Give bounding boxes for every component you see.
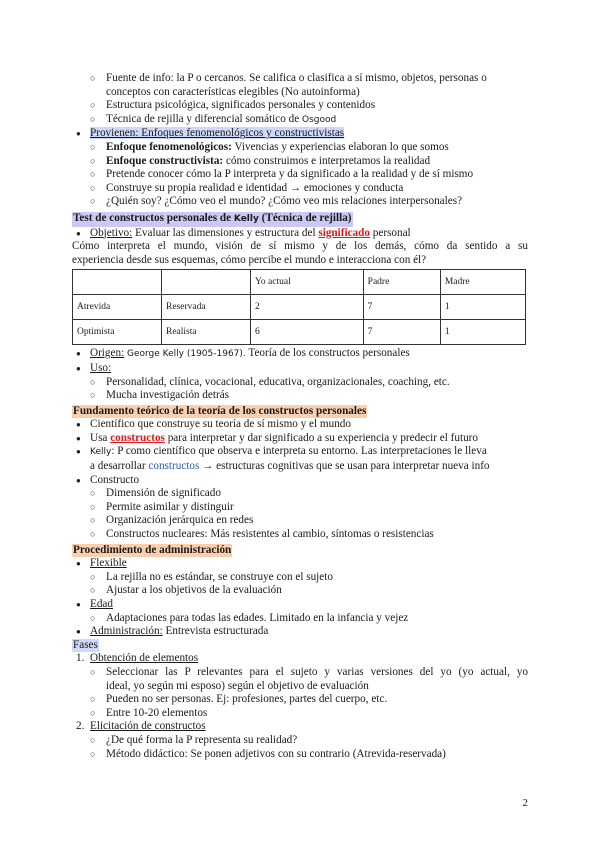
list-item-continuation: ideal, yo según mi esposo) según el objetivo de evaluación: [106, 679, 369, 692]
numbered-item: 1. Obtención de elementos: [76, 652, 199, 665]
table-cell: 2: [251, 295, 364, 320]
list-item: ● Flexible: [72, 557, 528, 571]
table-row: [73, 320, 526, 345]
list-item: ○ Fuente de info: la P o cercanos. Se califica o clasifica a sí mismo, objetos, personas o: [72, 72, 528, 86]
table-cell: Madre: [440, 270, 525, 295]
table-cell: Atrevida: [73, 295, 162, 320]
table-cell: Yo actual: [251, 270, 364, 295]
list-item: ● Objetivo: Evaluar las dimensiones y estructura del significado personal: [72, 227, 528, 241]
list-item: ○ Constructos nucleares: Más resistentes al cambio, síntomas o resistencias: [72, 528, 528, 542]
list-item: ○ Seleccionar las P relevantes para el sujeto y varias versiones del yo (yo actual, yo: [72, 666, 528, 680]
list-item: ○ Método didáctico: Se ponen adjetivos con su contrario (Atrevida-reservada): [72, 748, 528, 762]
section-heading-test: Test de constructos personales de Kelly (Técnica de rejilla): [72, 212, 528, 227]
numbered-item: 2. Elicitación de constructos: [76, 720, 206, 733]
list-item: ● Administración: Entrevista estructurada: [72, 625, 528, 639]
list-item: ○ Enfoque constructivista: cómo construimos e interpretamos la realidad: [72, 155, 528, 169]
list-item: ○ La rejilla no es estándar, se construye con el sujeto: [72, 571, 528, 585]
list-item: ○ ¿De qué forma la P representa su realidad?: [72, 734, 528, 748]
table-cell: Reservada: [162, 295, 251, 320]
table-cell: 1: [440, 295, 525, 320]
list-item: ○ Enfoque fenomenológicos: Vivencias y experiencias elaboran lo que somos: [72, 141, 528, 155]
subheading-fases: Fases: [73, 638, 98, 651]
list-item: ○ ¿Quién soy? ¿Cómo veo el mundo? ¿Cómo veo mis relaciones interpersonales?: [72, 195, 528, 209]
list-item: ● Científico que construye su teoría de sí mismo y el mundo: [72, 418, 528, 432]
section-heading-fundamento: Fundamento teórico de la teoría de los constructos personales: [73, 404, 367, 417]
table-cell: 7: [363, 320, 440, 345]
repertory-grid-table: [72, 269, 526, 345]
paragraph: Cómo interpreta el mundo, visión de sí mismo y de los demás, cómo da sentido a su: [72, 240, 528, 253]
list-item: ○ Organización jerárquica en redes: [72, 514, 528, 528]
table-cell: Realista: [162, 320, 251, 345]
paragraph: experiencia desde sus esquemas, cómo percibe el mundo e interacciona con él?: [72, 253, 427, 266]
list-item: ● Uso:: [72, 362, 528, 376]
table-row: [73, 270, 526, 295]
list-item-continuation: conceptos con características elegibles (No autoinforma): [106, 85, 360, 98]
table-cell: 6: [251, 320, 364, 345]
list-item: ○ Pueden no ser personas. Ej: profesiones, partes del cuerpo, etc.: [72, 693, 528, 707]
list-item: ○ Dimensión de significado: [72, 487, 528, 501]
list-item: ● Usa constructos para interpretar y dar significado a su experiencia y predecir el futuro: [72, 432, 528, 446]
table-cell: 7: [363, 295, 440, 320]
list-item: ● Kelly: P como científico que observa e interpreta su entorno. Las interpretaciones le lleva: [72, 445, 528, 460]
table-cell: [73, 270, 162, 295]
list-item: ● Constructo: [72, 474, 528, 488]
page-number: 2: [522, 797, 528, 809]
table-row: [73, 295, 526, 320]
list-item: ○ Construye su propia realidad e identidad → emociones y conducta: [72, 182, 528, 196]
list-item: ○ Entre 10-20 elementos: [72, 707, 528, 721]
page-content: [72, 72, 528, 761]
list-item: ○ Pretende conocer cómo la P interpreta y da significado a la realidad y de sí mismo: [72, 168, 528, 182]
list-item: ● Origen: George Kelly (1905-1967). Teoría de los constructos personales: [72, 347, 528, 362]
table-cell: 1: [440, 320, 525, 345]
list-item: ○ Técnica de rejilla y diferencial somático de Osgood: [72, 113, 528, 128]
section-heading-procedimiento: Procedimiento de administración: [73, 543, 232, 556]
list-item: ○ Permite asimilar y distinguir: [72, 501, 528, 515]
list-item: ○ Ajustar a los objetivos de la evaluación: [72, 584, 528, 598]
list-item: ○ Estructura psicológica, significados personales y contenidos: [72, 99, 528, 113]
list-item: ○ Personalidad, clínica, vocacional, educativa, organizacionales, coaching, etc.: [72, 376, 528, 390]
list-item: ○ Mucha investigación detrás: [72, 389, 528, 403]
table-cell: Optimista: [73, 320, 162, 345]
list-item-continuation: a desarrollar constructos → estructuras cognitivas que se usan para interpretar nueva info: [90, 460, 490, 473]
list-item: ● Edad: [72, 598, 528, 612]
list-item: ○ Adaptaciones para todas las edades. Limitado en la infancia y vejez: [72, 612, 528, 626]
list-item: ● Provienen: Enfoques fenomenológicos y constructivistas: [72, 127, 528, 141]
table-cell: Padre: [363, 270, 440, 295]
table-cell: [162, 270, 251, 295]
